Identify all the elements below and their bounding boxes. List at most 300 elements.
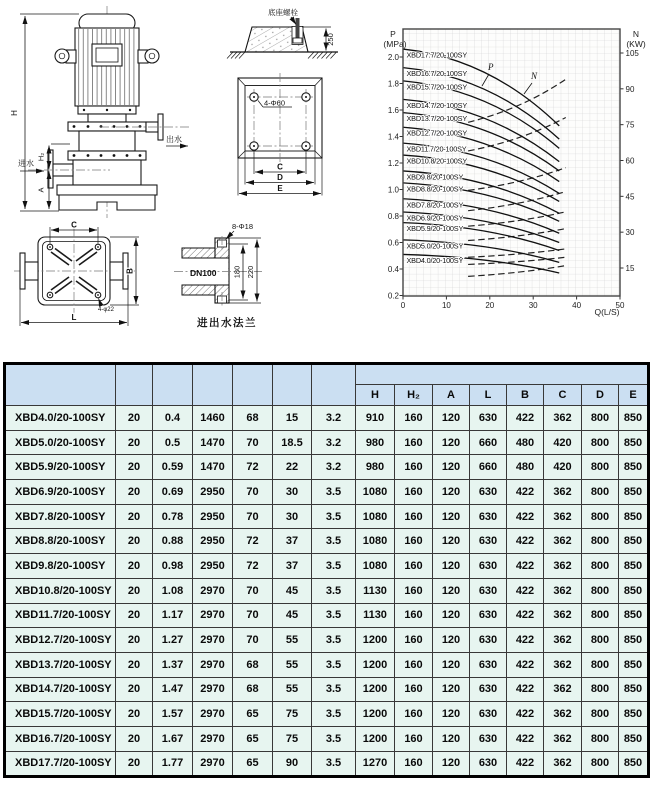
value-cell: 1080 [356, 480, 395, 505]
value-cell: 120 [433, 406, 470, 431]
foundation-holes-label: 4-Φ60 [264, 98, 285, 108]
model-cell: XBD15.7/20-100SY [5, 702, 116, 727]
p-curve-model-label: XBD15.7/20-100SY [406, 82, 467, 92]
n-axis-label: N [632, 29, 640, 39]
inlet-label: 进水 [18, 159, 34, 168]
dim-D-plan: D [277, 173, 283, 182]
value-cell: 422 [507, 702, 544, 727]
value-cell: 2970 [193, 603, 233, 628]
value-cell: 1130 [356, 603, 395, 628]
value-cell: 20 [116, 529, 153, 554]
value-cell: 160 [395, 677, 433, 702]
dim-250: 250 [326, 33, 335, 46]
value-cell: 850 [619, 603, 649, 628]
value-cell: 480 [507, 455, 544, 480]
value-cell: 120 [433, 751, 470, 777]
model-cell: XBD4.0/20-100SY [5, 406, 116, 431]
q-tick: 40 [572, 301, 582, 310]
model-cell: XBD5.0/20-100SY [5, 430, 116, 455]
value-cell: 1.47 [153, 677, 193, 702]
table-row [5, 504, 649, 529]
value-cell: 0.5 [153, 430, 193, 455]
value-cell: 120 [433, 430, 470, 455]
value-cell: 30 [273, 504, 312, 529]
base-holes-label: 4-φ22 [98, 307, 114, 313]
p-curve-model-label: XBD8.8/20-100SY [406, 184, 464, 194]
model-cell: XBD10.8/20-100SY [5, 578, 116, 603]
value-cell: 800 [582, 406, 619, 431]
value-cell: 362 [544, 578, 582, 603]
value-cell: 1270 [356, 751, 395, 777]
q-axis-label: Q(L/S) [594, 307, 620, 317]
p-curve-model-label: XBD14.7/20-100SY [406, 100, 467, 110]
p-curve-model-label: XBD9.8/20-100SY [406, 172, 464, 182]
value-cell: 422 [507, 677, 544, 702]
value-cell: 3.5 [312, 702, 356, 727]
value-cell: 630 [470, 726, 507, 751]
p-tick: 1.8 [387, 79, 399, 89]
value-cell: 0.88 [153, 529, 193, 554]
value-cell: 660 [470, 430, 507, 455]
value-cell: 630 [470, 603, 507, 628]
table-header-cell: H₂ [395, 385, 433, 406]
value-cell: 1.77 [153, 751, 193, 777]
dim-B-base: B [125, 268, 135, 274]
value-cell: 160 [395, 702, 433, 727]
value-cell: 362 [544, 406, 582, 431]
value-cell: 70 [233, 504, 273, 529]
q-tick: 30 [528, 301, 538, 310]
value-cell: 800 [582, 430, 619, 455]
pump-front-view [10, 6, 190, 218]
table-row [5, 455, 649, 480]
value-cell: 2950 [193, 480, 233, 505]
value-cell: 3.5 [312, 529, 356, 554]
q-tick: 50 [615, 301, 625, 310]
value-cell: 422 [507, 578, 544, 603]
value-cell: 850 [619, 480, 649, 505]
value-cell: 2950 [193, 529, 233, 554]
value-cell: 37 [273, 554, 312, 579]
value-cell: 630 [470, 554, 507, 579]
flange-dn-label: DN100 [190, 268, 217, 278]
value-cell: 2970 [193, 751, 233, 777]
value-cell: 68 [233, 677, 273, 702]
table-row [5, 554, 649, 579]
value-cell: 3.5 [312, 480, 356, 505]
value-cell: 1130 [356, 578, 395, 603]
value-cell: 0.4 [153, 406, 193, 431]
value-cell: 3.2 [312, 455, 356, 480]
technical-drawings [0, 0, 380, 355]
value-cell: 850 [619, 578, 649, 603]
value-cell: 90 [273, 751, 312, 777]
value-cell: 1200 [356, 702, 395, 727]
value-cell: 160 [395, 406, 433, 431]
value-cell: 362 [544, 726, 582, 751]
value-cell: 1080 [356, 529, 395, 554]
p-tick: 1.0 [387, 185, 399, 195]
model-cell: XBD5.9/20-100SY [5, 455, 116, 480]
q-tick: 10 [441, 301, 451, 310]
pump-base [59, 195, 155, 210]
value-cell: 422 [507, 603, 544, 628]
value-cell: 362 [544, 652, 582, 677]
value-cell: 630 [470, 677, 507, 702]
value-cell: 1200 [356, 628, 395, 653]
value-cell: 18.5 [273, 430, 312, 455]
value-cell: 980 [356, 455, 395, 480]
value-cell: 30 [273, 480, 312, 505]
value-cell: 68 [233, 406, 273, 431]
value-cell: 120 [433, 603, 470, 628]
value-cell: 422 [507, 554, 544, 579]
spec-table [3, 362, 650, 778]
value-cell: 1080 [356, 554, 395, 579]
value-cell: 20 [116, 603, 153, 628]
table-header-empty [116, 364, 153, 406]
value-cell: 630 [470, 504, 507, 529]
value-cell: 55 [273, 652, 312, 677]
table-header-cell: A [433, 385, 470, 406]
value-cell: 800 [582, 677, 619, 702]
value-cell: 0.59 [153, 455, 193, 480]
n-tick: 90 [625, 84, 635, 94]
value-cell: 20 [116, 480, 153, 505]
p-curve-model-label: XBD5.0/20-100SY [406, 241, 464, 251]
value-cell: 120 [433, 504, 470, 529]
value-cell: 120 [433, 628, 470, 653]
value-cell: 1.17 [153, 603, 193, 628]
value-cell: 422 [507, 726, 544, 751]
value-cell: 1.27 [153, 628, 193, 653]
p-curve-model-label: XBD11.7/20-100SY [406, 144, 467, 154]
upper-stage-flange [68, 122, 146, 131]
dim-180: 180 [232, 265, 242, 279]
dim-H2: H₂ [36, 152, 46, 162]
flange-holes-label: 8-Φ18 [232, 222, 253, 231]
table-header-empty [273, 364, 312, 406]
dim-A: A [36, 187, 46, 193]
table-header-cell: L [470, 385, 507, 406]
flange-section-view [174, 222, 262, 329]
value-cell: 70 [233, 628, 273, 653]
value-cell: 120 [433, 480, 470, 505]
value-cell: 850 [619, 751, 649, 777]
value-cell: 68 [233, 652, 273, 677]
value-cell: 160 [395, 751, 433, 777]
value-cell: 800 [582, 480, 619, 505]
value-cell: 362 [544, 751, 582, 777]
value-cell: 422 [507, 529, 544, 554]
value-cell: 850 [619, 652, 649, 677]
value-cell: 2950 [193, 504, 233, 529]
value-cell: 72 [233, 529, 273, 554]
value-cell: 422 [507, 652, 544, 677]
value-cell: 630 [470, 529, 507, 554]
value-cell: 0.78 [153, 504, 193, 529]
foundation-section-view [227, 7, 338, 59]
p-tick: 1.4 [387, 132, 399, 142]
value-cell: 2970 [193, 726, 233, 751]
value-cell: 20 [116, 406, 153, 431]
value-cell: 20 [116, 677, 153, 702]
flange-caption: 进出水法兰 [197, 317, 257, 329]
value-cell: 2950 [193, 554, 233, 579]
p-curve-model-label: XBD12.7/20-100SY [406, 128, 467, 138]
n-tick: 60 [625, 156, 635, 166]
value-cell: 65 [233, 751, 273, 777]
table-row [5, 702, 649, 727]
table-row [5, 652, 649, 677]
n-axis-unit: (KW) [626, 39, 646, 49]
dim-H: H [10, 110, 19, 116]
p-tick: 0.6 [387, 238, 399, 248]
model-cell: XBD8.8/20-100SY [5, 529, 116, 554]
model-cell: XBD17.7/20-100SY [5, 751, 116, 777]
p-curve-model-label: XBD4.0/20-100SY [406, 255, 464, 265]
table-header-empty [153, 364, 193, 406]
value-cell: 160 [395, 504, 433, 529]
value-cell: 660 [470, 455, 507, 480]
dim-L-base: L [71, 313, 77, 322]
value-cell: 1200 [356, 677, 395, 702]
model-cell: XBD9.8/20-100SY [5, 554, 116, 579]
value-cell: 3.2 [312, 406, 356, 431]
p-tick: 0.4 [387, 265, 399, 274]
value-cell: 630 [470, 628, 507, 653]
value-cell: 850 [619, 504, 649, 529]
spec-table-head [5, 364, 649, 406]
value-cell: 120 [433, 554, 470, 579]
dim-E-plan: E [277, 184, 283, 193]
value-cell: 1200 [356, 726, 395, 751]
value-cell: 3.5 [312, 504, 356, 529]
value-cell: 0.69 [153, 480, 193, 505]
value-cell: 630 [470, 652, 507, 677]
value-cell: 20 [116, 430, 153, 455]
table-header-empty [193, 364, 233, 406]
value-cell: 160 [395, 529, 433, 554]
dim-C-base: C [71, 220, 77, 230]
table-row [5, 751, 649, 777]
table-header-cell: E [619, 385, 649, 406]
pump-casing [73, 160, 141, 185]
value-cell: 70 [233, 578, 273, 603]
value-cell: 160 [395, 628, 433, 653]
value-cell: 20 [116, 702, 153, 727]
value-cell: 120 [433, 677, 470, 702]
value-cell: 120 [433, 652, 470, 677]
value-cell: 1.37 [153, 652, 193, 677]
value-cell: 800 [582, 603, 619, 628]
q-tick: 0 [400, 301, 406, 310]
value-cell: 362 [544, 702, 582, 727]
value-cell: 160 [395, 455, 433, 480]
p-tick: 0.8 [387, 212, 399, 221]
value-cell: 850 [619, 529, 649, 554]
value-cell: 362 [544, 480, 582, 505]
value-cell: 910 [356, 406, 395, 431]
value-cell: 65 [233, 726, 273, 751]
value-cell: 3.5 [312, 677, 356, 702]
model-cell: XBD16.7/20-100SY [5, 726, 116, 751]
value-cell: 2970 [193, 628, 233, 653]
table-row [5, 603, 649, 628]
model-cell: XBD6.9/20-100SY [5, 480, 116, 505]
model-cell: XBD7.8/20-100SY [5, 504, 116, 529]
value-cell: 800 [582, 455, 619, 480]
model-cell: XBD13.7/20-100SY [5, 652, 116, 677]
table-row [5, 578, 649, 603]
p-annotation: P [488, 62, 494, 72]
value-cell: 1460 [193, 406, 233, 431]
value-cell: 2970 [193, 652, 233, 677]
value-cell: 20 [116, 504, 153, 529]
value-cell: 630 [470, 751, 507, 777]
value-cell: 160 [395, 726, 433, 751]
value-cell: 160 [395, 430, 433, 455]
n-tick: 105 [625, 48, 639, 58]
table-row [5, 406, 649, 431]
value-cell: 980 [356, 430, 395, 455]
value-cell: 420 [544, 430, 582, 455]
value-cell: 75 [273, 702, 312, 727]
table-header-dims-group [356, 364, 649, 385]
value-cell: 362 [544, 554, 582, 579]
value-cell: 160 [395, 603, 433, 628]
value-cell: 850 [619, 702, 649, 727]
value-cell: 3.5 [312, 652, 356, 677]
value-cell: 37 [273, 529, 312, 554]
value-cell: 120 [433, 726, 470, 751]
value-cell: 362 [544, 628, 582, 653]
table-header-empty [5, 364, 116, 406]
anchor-bolt-label: 底座螺栓 [268, 8, 298, 17]
value-cell: 800 [582, 726, 619, 751]
value-cell: 850 [619, 430, 649, 455]
table-row [5, 628, 649, 653]
p-axis-label: P [390, 29, 396, 39]
value-cell: 20 [116, 628, 153, 653]
value-cell: 70 [233, 603, 273, 628]
value-cell: 120 [433, 702, 470, 727]
value-cell: 1200 [356, 652, 395, 677]
p-axis-unit: (MPa) [383, 39, 407, 49]
table-header-cell: C [544, 385, 582, 406]
model-cell: XBD14.7/20-100SY [5, 677, 116, 702]
value-cell: 850 [619, 554, 649, 579]
table-header-empty [233, 364, 273, 406]
p-curve-model-label: XBD7.8/20-100SY [406, 200, 464, 210]
value-cell: 3.5 [312, 578, 356, 603]
value-cell: 3.5 [312, 554, 356, 579]
value-cell: 420 [544, 455, 582, 480]
n-tick: 45 [625, 192, 635, 202]
lower-stage-flange [68, 151, 146, 160]
value-cell: 362 [544, 603, 582, 628]
value-cell: 480 [507, 430, 544, 455]
value-cell: 15 [273, 406, 312, 431]
value-cell: 2970 [193, 677, 233, 702]
q-tick: 20 [485, 301, 495, 310]
value-cell: 800 [582, 628, 619, 653]
lifting-eye-left [55, 49, 69, 63]
p-curve-model-label: XBD17.7/20-100SY [406, 50, 467, 60]
n-tick: 15 [625, 264, 635, 273]
table-header-cell: D [582, 385, 619, 406]
table-row [5, 480, 649, 505]
value-cell: 1.08 [153, 578, 193, 603]
table-header-cell: B [507, 385, 544, 406]
p-curve-model-label: XBD16.7/20-100SY [406, 69, 467, 79]
p-tick: 2.0 [387, 53, 399, 62]
value-cell: 800 [582, 529, 619, 554]
value-cell: 850 [619, 406, 649, 431]
value-cell: 2970 [193, 578, 233, 603]
value-cell: 1080 [356, 504, 395, 529]
value-cell: 120 [433, 578, 470, 603]
value-cell: 800 [582, 504, 619, 529]
value-cell: 20 [116, 726, 153, 751]
value-cell: 75 [273, 726, 312, 751]
value-cell: 160 [395, 554, 433, 579]
value-cell: 850 [619, 455, 649, 480]
value-cell: 422 [507, 504, 544, 529]
value-cell: 422 [507, 751, 544, 777]
p-tick: 1.6 [387, 106, 399, 115]
value-cell: 22 [273, 455, 312, 480]
value-cell: 422 [507, 406, 544, 431]
value-cell: 3.5 [312, 751, 356, 777]
value-cell: 0.98 [153, 554, 193, 579]
value-cell: 70 [233, 430, 273, 455]
value-cell: 1.67 [153, 726, 193, 751]
value-cell: 362 [544, 677, 582, 702]
foundation-plan-view [238, 73, 322, 196]
value-cell: 800 [582, 578, 619, 603]
value-cell: 850 [619, 628, 649, 653]
value-cell: 45 [273, 578, 312, 603]
table-row [5, 529, 649, 554]
value-cell: 1.57 [153, 702, 193, 727]
outlet-label: 出水 [166, 135, 182, 144]
table-header-cell: H [356, 385, 395, 406]
value-cell: 3.2 [312, 430, 356, 455]
p-curve-model-label: XBD5.9/20-100SY [406, 224, 464, 234]
table-header-empty [312, 364, 356, 406]
value-cell: 630 [470, 578, 507, 603]
value-cell: 800 [582, 554, 619, 579]
p-curve-model-label: XBD13.7/20-100SY [406, 114, 467, 124]
value-cell: 800 [582, 702, 619, 727]
value-cell: 20 [116, 455, 153, 480]
value-cell: 160 [395, 578, 433, 603]
value-cell: 55 [273, 628, 312, 653]
value-cell: 630 [470, 406, 507, 431]
value-cell: 1470 [193, 430, 233, 455]
value-cell: 800 [582, 652, 619, 677]
p-curve-model-label: XBD6.9/20-100SY [406, 213, 464, 223]
value-cell: 45 [273, 603, 312, 628]
p-tick: 1.2 [387, 159, 399, 168]
value-cell: 72 [233, 554, 273, 579]
value-cell: 362 [544, 504, 582, 529]
value-cell: 850 [619, 677, 649, 702]
spec-table-body [5, 406, 649, 777]
value-cell: 20 [116, 554, 153, 579]
pump-base-top-view [14, 221, 139, 327]
